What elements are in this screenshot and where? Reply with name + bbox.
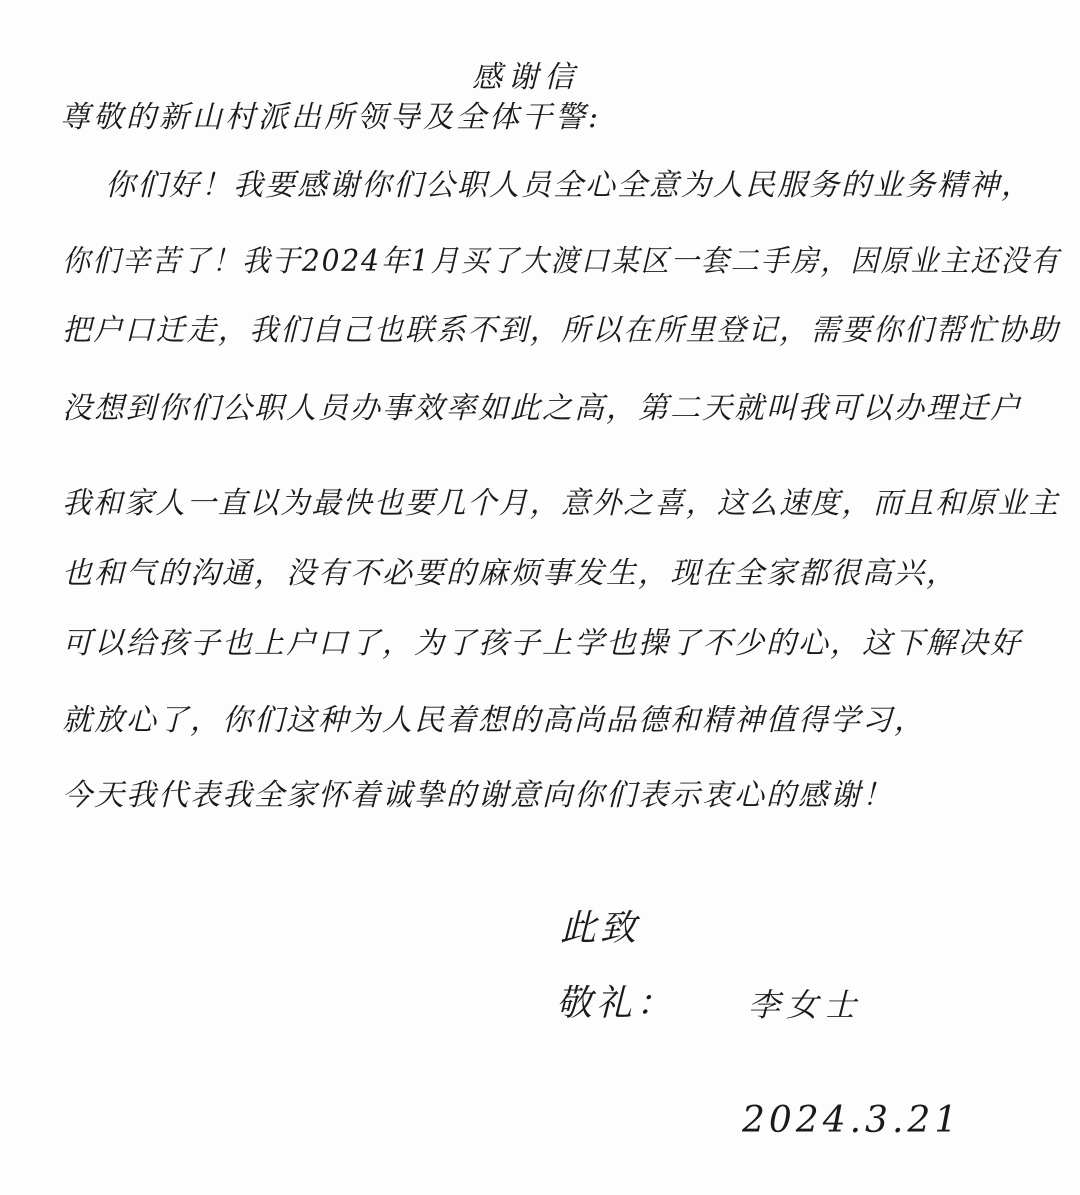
letter-line-9: 今天我代表我全家怀着诚挚的谢意向你们表示衷心的感谢！ (62, 778, 894, 813)
letter-line-3: 把户口迁走，我们自己也联系不到，所以在所里登记，需要你们帮忙协助 (62, 313, 1060, 348)
letter-line-2: 你们辛苦了！我于2024年1月买了大渡口某区一套二手房，因原业主还没有 (62, 244, 1061, 279)
letter-line-8: 就放心了，你们这种为人民着想的高尚品德和精神值得学习， (62, 703, 926, 738)
letter-date: 2024.3.21 (742, 1100, 962, 1141)
letter-line-6: 也和气的沟通，没有不必要的麻烦事发生，现在全家都很高兴， (62, 556, 958, 591)
letter-title: 感谢信 (472, 60, 580, 95)
letter-line-7: 可以给孩子也上户口了，为了孩子上学也操了不少的心，这下解决好 (62, 626, 1022, 661)
letter-closing-1: 此致 (560, 908, 641, 949)
letter-line-4: 没想到你们公职人员办事效率如此之高，第二天就叫我可以办理迁户 (62, 391, 1022, 426)
letter-line-1: 你们好！我要感谢你们公职人员全心全意为人民服务的业务精神， (105, 168, 1033, 203)
letter-closing-2: 敬礼： (556, 983, 677, 1024)
letter-salutation: 尊敬的新山村派出所领导及全体干警: (60, 100, 602, 135)
letter-line-5: 我和家人一直以为最快也要几个月，意外之喜，这么速度，而且和原业主 (62, 486, 1060, 521)
letter-signer: 李女士 (748, 986, 863, 1024)
